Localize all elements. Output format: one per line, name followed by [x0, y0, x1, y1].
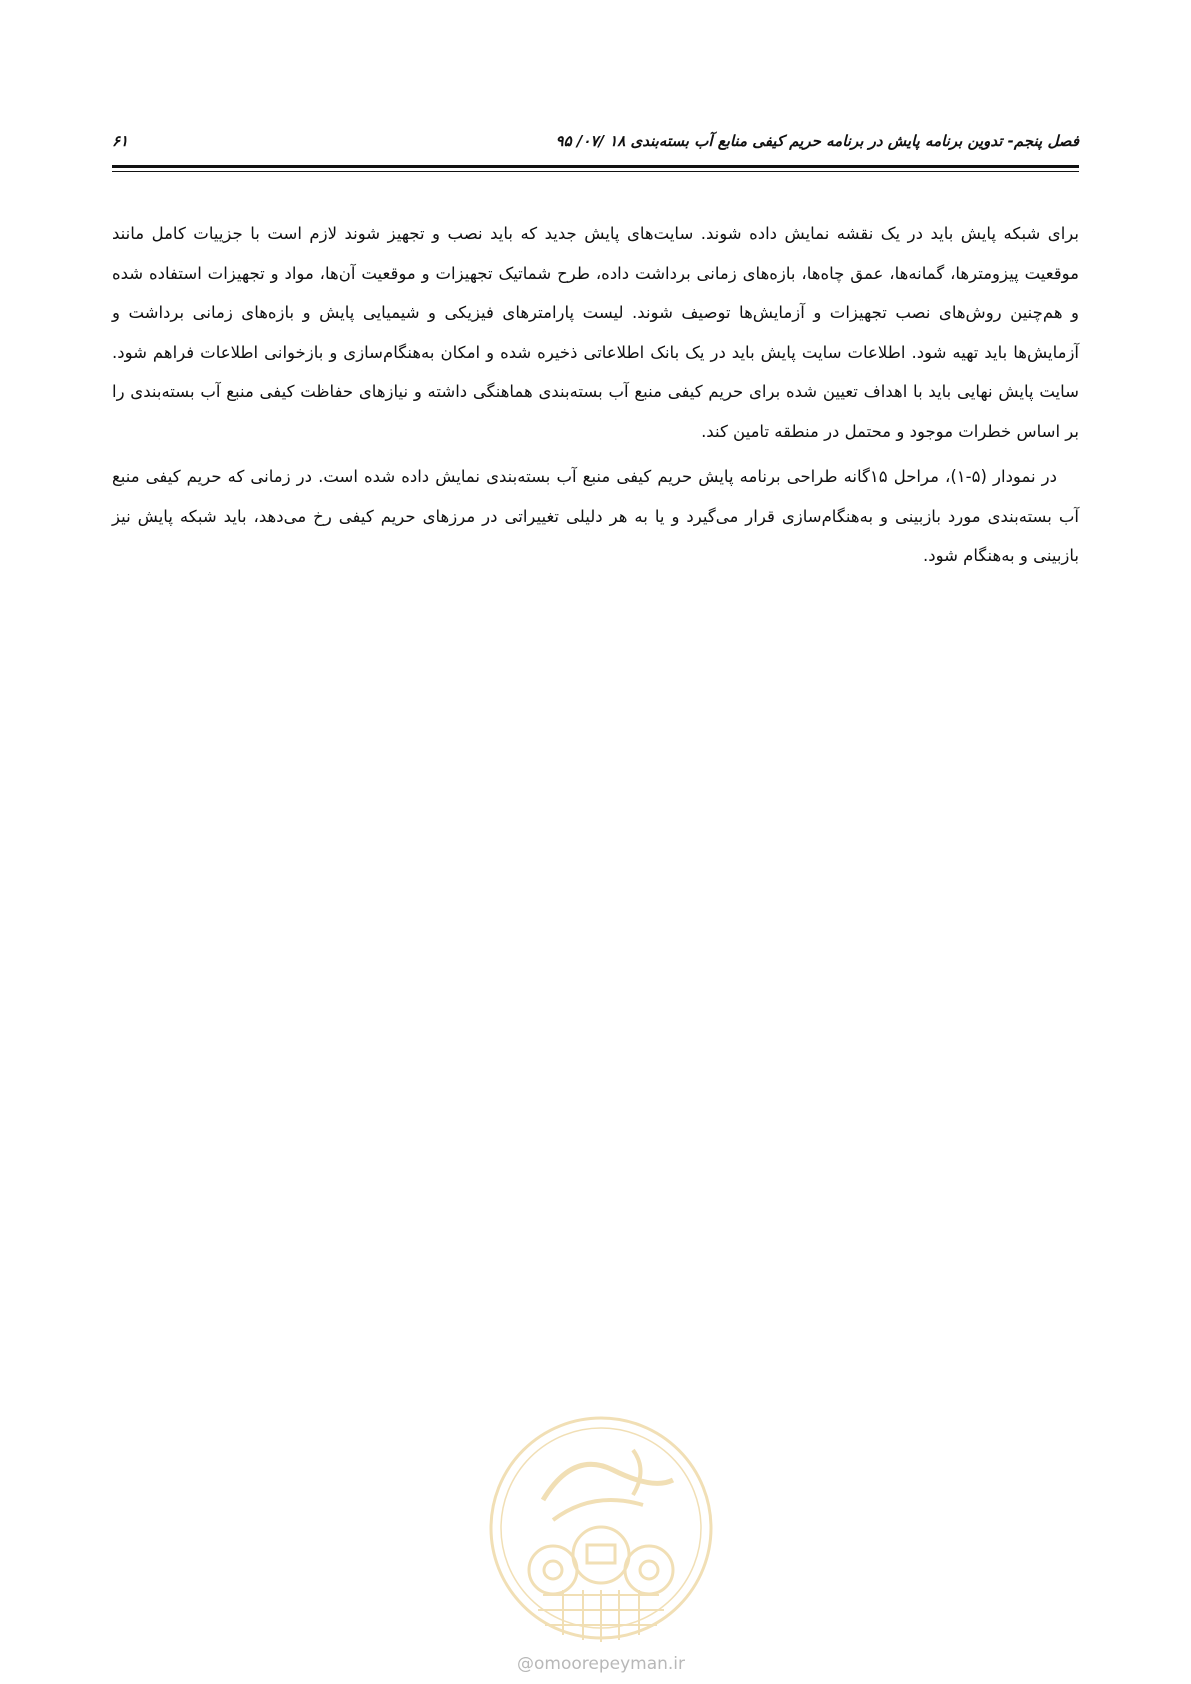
header-rule-thin — [112, 171, 1079, 172]
watermark-url: @omoorepeyman.ir — [516, 1654, 686, 1674]
page-header — [112, 128, 1079, 158]
paragraph-2: در نمودار (۵-۱)، مراحل ۱۵گانه طراحی برنامه پایش حریم کیفی منبع آب بسته‌بندی نمایش داده شده است. در زمانی که حریم کیفی منبع آب بسته‌بندی مورد بازبینی و به‌هنگام‌سازی قرار می‌گیرد و یا به هر دلیلی تغییراتی در مرزهای حریم کیفی رخ می‌دهد، باید شبکه پایش نیز بازبینی و به‌هنگام شود. — [112, 467, 1079, 565]
running-header-title: فصل پنجم- تدوین برنامه پایش در برنامه حریم کیفی منابع آب بسته‌بندی ۱۸ /۰۷/ ۹۵ — [555, 132, 1079, 150]
watermark-logo — [483, 1410, 719, 1646]
paragraph-1: برای شبکه پایش باید در یک نقشه نمایش داده شوند. سایت‌های پایش جدید که باید نصب و تجهیز شوند لازم است با جزییات کامل مانند موقعیت پیزومترها، گمانه‌ها، عمق چاه‌ها، بازه‌های زمانی برداشت داده، طرح شماتیک تجهیزات و موقعیت آن‌ها، مواد و تجهیزات استفاده شده و هم‌چنین روش‌های نصب تجهیزات و آزمایش‌ها توصیف شوند. لیست پارامترهای فیزیکی و شیمیایی پایش و بازه‌های زمانی برداشت و آزمایش‌ها باید تهیه شود. اطلاعات سایت پایش باید در یک بانک اطلاعاتی ذخیره شده و امکان به‌هنگام‌سازی و بازخوانی اطلاعات فراهم شود. سایت پایش نهایی باید با اهداف تعیین شده برای حریم کیفی منبع آب بسته‌بندی هماهنگی داشته و نیازهای حفاظت کیفی منبع آب بسته‌بندی را بر اساس خطرات موجود و محتمل در منطقه تامین کند. — [112, 224, 1079, 441]
page-number: ۶۱ — [112, 132, 129, 150]
body-text — [112, 214, 1079, 582]
header-rule-thick — [112, 165, 1079, 168]
